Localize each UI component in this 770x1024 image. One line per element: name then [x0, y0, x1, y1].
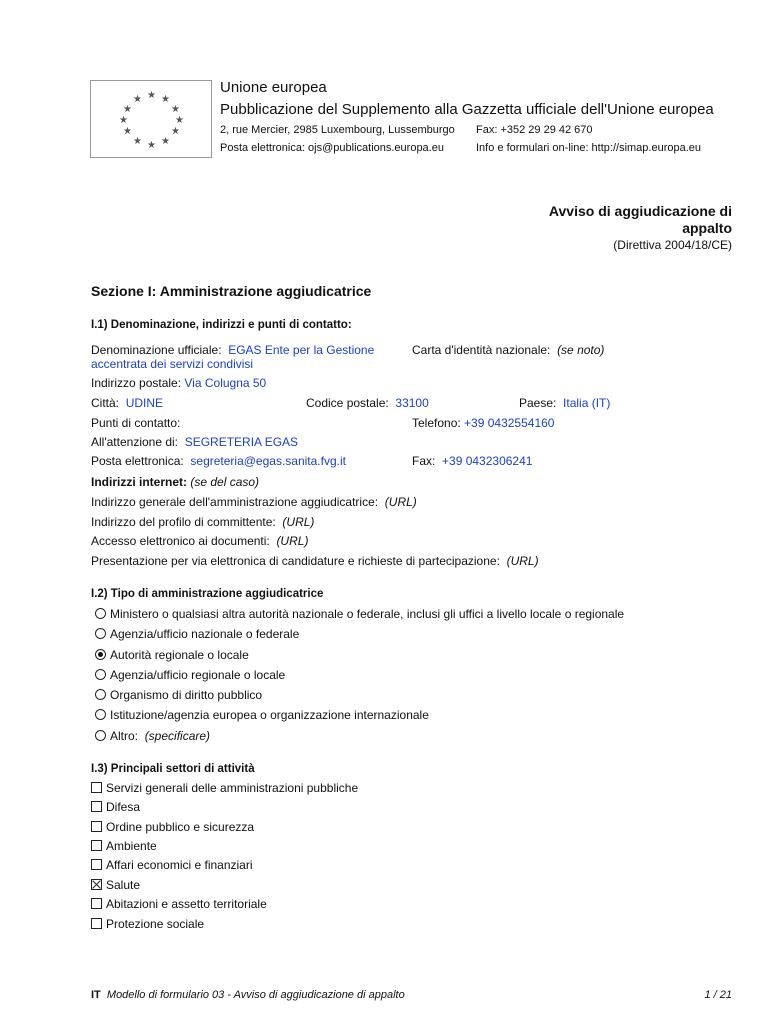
checkbox-checked[interactable]	[91, 879, 102, 890]
radio-button[interactable]	[95, 608, 106, 619]
footer-lang: IT	[91, 989, 101, 1001]
city-row	[91, 396, 163, 410]
section-title: Sezione I: Amministrazione aggiudicatrice	[91, 283, 372, 299]
radio-button[interactable]	[95, 628, 106, 639]
subsection-title: I.1) Denominazione, indirizzi e punti di contatto:	[91, 319, 352, 331]
header-email: Posta elettronica: ojs@publications.europa.eu	[220, 142, 444, 154]
postal-address-row	[91, 376, 266, 390]
option-label: Ambiente	[106, 839, 157, 853]
authority-option[interactable]	[95, 627, 299, 641]
star-icon: ★	[147, 90, 156, 101]
authority-option[interactable]	[95, 668, 285, 682]
field-label: Telefono:	[412, 416, 461, 430]
header-info: Info e formulari on-line: http://simap.europa.eu	[476, 142, 702, 154]
profile-url-row	[91, 515, 314, 529]
star-icon: ★	[147, 140, 156, 151]
field-label: Indirizzo generale dell'amministrazione aggiudicatrice:	[91, 495, 379, 509]
phone-row	[412, 416, 554, 430]
fax-row	[412, 454, 532, 468]
checkbox[interactable]	[91, 898, 102, 909]
header-org: Unione europea	[220, 79, 327, 96]
option-label: Autorità regionale o locale	[110, 648, 249, 662]
authority-option[interactable]	[95, 648, 249, 662]
page-number: 1 / 21	[704, 989, 732, 1001]
sector-option[interactable]	[91, 820, 254, 834]
docs-url-row	[91, 534, 308, 548]
internet-note: (se del caso)	[190, 475, 260, 489]
field-label: Denominazione ufficiale:	[91, 343, 222, 357]
notice-title-line2: appalto	[682, 220, 732, 236]
option-label: Salute	[106, 878, 141, 892]
notice-directive: (Direttiva 2004/18/CE)	[613, 238, 732, 252]
option-label: Abitazioni e assetto territoriale	[106, 897, 267, 911]
notice-title-line1: Avviso di aggiudicazione di	[548, 203, 732, 219]
star-icon: ★	[161, 94, 170, 105]
option-note: (specificare)	[144, 729, 211, 743]
checkbox[interactable]	[91, 821, 102, 832]
field-label: Indirizzo postale:	[91, 376, 182, 390]
field-label: Presentazione per via elettronica di candidature e richieste di partecipazione:	[91, 554, 500, 568]
field-label: Città:	[91, 396, 120, 410]
field-label: Codice postale:	[306, 396, 389, 410]
email-value: segreteria@egas.sanita.fvg.it	[190, 454, 346, 468]
checkbox[interactable]	[91, 782, 102, 793]
star-icon: ★	[171, 126, 180, 137]
postal-address-value: Via Colugna 50	[184, 376, 267, 390]
radio-button[interactable]	[95, 669, 106, 680]
radio-button[interactable]	[95, 709, 106, 720]
city-value: UDINE	[125, 396, 164, 410]
checkbox[interactable]	[91, 859, 102, 870]
field-label: Indirizzo del profilo di committente:	[91, 515, 276, 529]
sector-option[interactable]	[91, 878, 140, 892]
star-icon: ★	[119, 115, 128, 126]
sector-option[interactable]	[91, 917, 204, 931]
option-label: Protezione sociale	[106, 917, 205, 931]
option-label: Servizi generali delle amministrazioni pubbliche	[106, 781, 359, 795]
sector-option[interactable]	[91, 839, 157, 853]
option-label: Agenzia/ufficio regionale o locale	[110, 668, 286, 682]
header-address: 2, rue Mercier, 2985 Luxembourg, Lussemburgo	[220, 124, 455, 136]
attention-value: SEGRETERIA EGAS	[184, 435, 299, 449]
eu-flag-logo	[90, 80, 212, 158]
submission-url-row	[91, 554, 539, 568]
denomination-value: EGAS Ente per la Gestione	[228, 343, 375, 357]
option-label: Istituzione/agenzia europea o organizzazione internazionale	[110, 708, 429, 722]
field-label: Indirizzi internet:	[91, 475, 187, 489]
field-label: Fax:	[412, 454, 436, 468]
header-publication: Pubblicazione del Supplemento alla Gazzetta ufficiale dell'Unione europea	[220, 101, 714, 118]
field-label: Paese:	[519, 396, 557, 410]
denomination-value-cont: accentrata dei servizi condivisi	[91, 357, 254, 371]
star-icon: ★	[171, 104, 180, 115]
checkbox[interactable]	[91, 801, 102, 812]
footer-form-name: Modello di formulario 03 - Avviso di aggiudicazione di appalto	[106, 989, 405, 1001]
country-value: Italia (IT)	[563, 396, 611, 410]
field-label: Accesso elettronico ai documenti:	[91, 534, 270, 548]
phone-value: +39 0432554160	[464, 416, 555, 430]
national-id-row	[412, 343, 604, 357]
internet-row	[91, 475, 259, 489]
general-url-row	[91, 495, 417, 509]
submission-url-value: (URL)	[506, 554, 539, 568]
field-label: Posta elettronica:	[91, 454, 184, 468]
star-icon: ★	[123, 104, 132, 115]
authority-option[interactable]	[95, 688, 262, 702]
field-label: All'attenzione di:	[91, 435, 179, 449]
footer-form	[91, 989, 405, 1001]
star-icon: ★	[123, 126, 132, 137]
sector-option[interactable]	[91, 858, 253, 872]
postal-code-value: 33100	[395, 396, 429, 410]
email-row	[91, 454, 346, 468]
option-label: Altro:	[110, 729, 139, 743]
field-label: Carta d'identità nazionale:	[412, 343, 551, 357]
sector-option[interactable]	[91, 781, 358, 795]
star-icon: ★	[161, 136, 170, 147]
radio-button[interactable]	[95, 730, 106, 741]
radio-button-selected[interactable]	[95, 649, 106, 660]
option-label: Difesa	[106, 800, 141, 814]
subsection-title: I.3) Principali settori di attività	[91, 763, 255, 775]
attention-row	[91, 435, 298, 449]
option-label: Ordine pubblico e sicurezza	[106, 820, 255, 834]
docs-url-value: (URL)	[276, 534, 309, 548]
subsection-title: I.2) Tipo di amministrazione aggiudicatrice	[91, 588, 324, 600]
profile-url-value: (URL)	[282, 515, 315, 529]
option-label: Organismo di diritto pubblico	[110, 688, 263, 702]
option-label: Agenzia/ufficio nazionale o federale	[110, 627, 300, 641]
header-fax: Fax: +352 29 29 42 670	[476, 124, 593, 136]
sector-option[interactable]	[91, 897, 267, 911]
postal-code-row	[306, 396, 429, 410]
authority-option[interactable]	[95, 729, 210, 743]
option-label: Ministero o qualsiasi altra autorità nazionale o federale, inclusi gli uffici a livello locale o regionale	[110, 607, 625, 621]
denomination-row	[91, 343, 374, 357]
country-row	[519, 396, 610, 410]
national-id-note: (se noto)	[557, 343, 605, 357]
checkbox[interactable]	[91, 918, 102, 929]
star-icon: ★	[175, 115, 184, 126]
contact-points-label: Punti di contatto:	[91, 416, 181, 430]
authority-option[interactable]	[95, 708, 429, 722]
star-icon: ★	[133, 94, 142, 105]
fax-value: +39 0432306241	[442, 454, 533, 468]
option-label: Affari economici e finanziari	[106, 858, 253, 872]
sector-option[interactable]	[91, 800, 140, 814]
star-icon: ★	[133, 136, 142, 147]
checkbox[interactable]	[91, 840, 102, 851]
general-url-value: (URL)	[384, 495, 417, 509]
radio-button[interactable]	[95, 689, 106, 700]
authority-option[interactable]	[95, 607, 624, 621]
